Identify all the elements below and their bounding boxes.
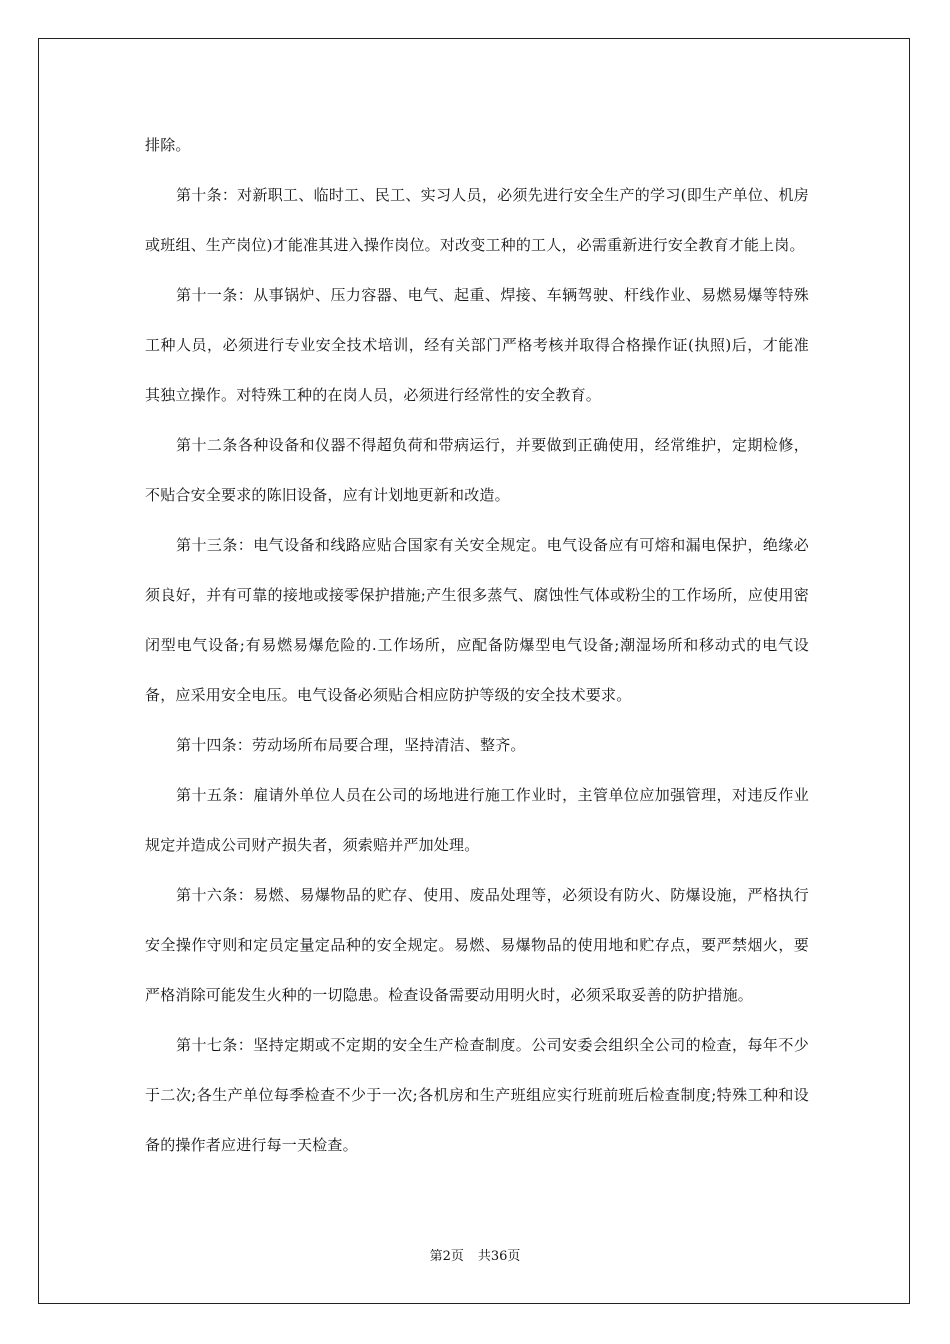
- paragraph-article-13: 第十三条：电气设备和线路应贴合国家有关安全规定。电气设备应有可熔和漏电保护，绝缘必须良好，并有可靠的接地或接零保护措施;产生很多蒸气、腐蚀性气体或粉尘的工作场所，应使用密闭型电气设备;有易燃易爆危险的.工作场所，应配备防爆型电气设备;潮湿场所和移动式的电气设备，应采用安全电压。电气设备必须贴合相应防护等级的安全技术要求。: [145, 536, 809, 704]
- paragraph-article-14: 第十四条：劳动场所布局要合理，坚持清洁、整齐。: [176, 736, 526, 754]
- paragraph-article-17: 第十七条：坚持定期或不定期的安全生产检查制度。公司安委会组织全公司的检查，每年不少于二次;各生产单位每季检查不少于一次;各机房和生产班组应实行班前班后检查制度;特殊工种和设备的操作者应进行每一天检查。: [145, 1036, 809, 1154]
- paragraph-article-15: 第十五条：雇请外单位人员在公司的场地进行施工作业时，主管单位应加强管理，对违反作业规定并造成公司财产损失者，须索赔并严加处理。: [145, 786, 809, 854]
- paragraph-article-10: 第十条：对新职工、临时工、民工、实习人员，必须先进行安全生产的学习(即生产单位、机房或班组、生产岗位)才能准其进入操作岗位。对改变工种的工人，必需重新进行安全教育才能上岗。: [145, 186, 809, 254]
- page-number: 第2页: [429, 1249, 464, 1264]
- paragraph-article-16: 第十六条：易燃、易爆物品的贮存、使用、废品处理等，必须设有防火、防爆设施，严格执行安全操作守则和定员定量定品种的安全规定。易燃、易爆物品的使用地和贮存点，要严禁烟火，要严格消除可能发生火种的一切隐患。检查设备需要动用明火时，必须采取妥善的防护措施。: [145, 886, 809, 1004]
- paragraph: 排除。: [145, 136, 191, 154]
- page-total: 共36页: [477, 1249, 521, 1264]
- page-footer: [0, 1248, 950, 1266]
- document-body: [145, 120, 809, 1170]
- paragraph-article-11: 第十一条：从事锅炉、压力容器、电气、起重、焊接、车辆驾驶、杆线作业、易燃易爆等特殊工种人员，必须进行专业安全技术培训，经有关部门严格考核并取得合格操作证(执照)后，才能准其独立操作。对特殊工种的在岗人员，必须进行经常性的安全教育。: [145, 286, 809, 404]
- paragraph-article-12: 第十二条各种设备和仪器不得超负荷和带病运行，并要做到正确使用，经常维护，定期检修，不贴合安全要求的陈旧设备，应有计划地更新和改造。: [145, 436, 809, 504]
